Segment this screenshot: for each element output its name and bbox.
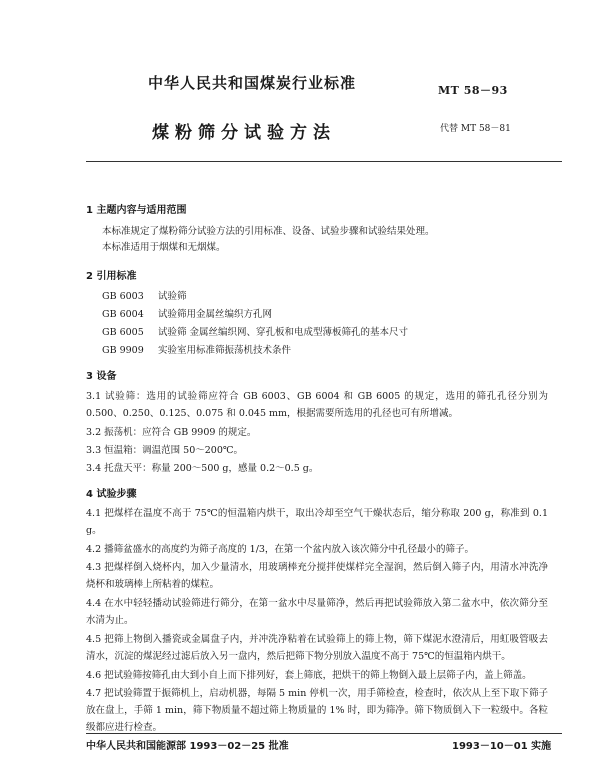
clause-4-6: 4.6 把试验筛按筛孔由大到小自上而下排列好，套上筛底，把烘干的筛上物倒入最上层筛子内，盖上筛盖。 bbox=[86, 670, 532, 681]
reference-code: GB 6004 bbox=[102, 309, 144, 320]
footer-divider bbox=[86, 733, 562, 734]
reference-code: GB 9909 bbox=[102, 345, 144, 356]
effective-date: 1993－10－01 实施 bbox=[452, 741, 552, 752]
clause-4-1: 4.1 把煤样在温度不高于 75℃的恒温箱内烘干，取出冷却至空气干燥状态后，缩分称取 200 g，称准到 0.1 g。 bbox=[86, 508, 548, 536]
reference-title: 实验室用标准筛振荡机技术条件 bbox=[158, 345, 292, 356]
clause-3-4: 3.4 托盘天平：称量 200～500 g，感量 0.2～0.5 g。 bbox=[86, 463, 319, 474]
clause-4-3: 4.3 把煤样倒入烧杯内，加入少量清水，用玻璃棒充分搅拌使煤样完全湿润，然后倒入筛子内，用清水冲洗净烧杯和玻璃棒上所粘着的煤粒。 bbox=[86, 562, 548, 590]
reference-title: 试验筛 bbox=[158, 291, 187, 302]
clause-4-2: 4.2 播筛盆盛水的高度约为筛子高度的 1/3，在第一个盆内放入该次筛分中孔径最小的筛子。 bbox=[86, 544, 474, 555]
clause-4-7: 4.7 把试验筛置于振筛机上，启动机器，每隔 5 min 停机一次，用手筛检查，检查时，依次从上至下取下筛子放在盘上，手筛 1 min，筛下物质量不超过筛上物质量的 1% 时，即为筛净。筛下物质倒入下一粒级中。各粒级都应进行检查。 bbox=[86, 688, 548, 733]
replaces-note: 代替 MT 58－81 bbox=[440, 124, 511, 134]
clause-4-5: 4.5 把筛上物倒入播瓷或金属盘子内，并冲洗净粘着在试验筛上的筛上物，筛下煤泥水澄清后，用虹吸管吸去清水，沉淀的煤泥经过滤后放入另一盘内，然后把筛下物分别放入温度不高于 75℃的恒温箱内烘干。 bbox=[86, 634, 548, 662]
section-1-heading: 1 主题内容与适用范围 bbox=[86, 205, 187, 216]
section-1-paragraph-2: 本标准适用于烟煤和无烟煤。 bbox=[102, 242, 226, 253]
approval-line: 中华人民共和国能源部 1993－02－25 批准 bbox=[86, 741, 289, 752]
reference-item bbox=[102, 306, 272, 320]
reference-code: GB 6005 bbox=[102, 327, 144, 338]
section-4-heading: 4 试验步骤 bbox=[86, 489, 137, 500]
reference-item bbox=[102, 288, 187, 302]
clause-3-3: 3.3 恒温箱：调温范围 50～200℃。 bbox=[86, 445, 243, 456]
reference-title: 试验筛用金属丝编织方孔网 bbox=[158, 309, 273, 320]
header-divider bbox=[86, 161, 562, 162]
standard-code: MT 58－93 bbox=[438, 84, 508, 97]
reference-title: 试验筛 金属丝编织网、穿孔板和电成型薄板筛孔的基本尺寸 bbox=[158, 327, 409, 338]
reference-code: GB 6003 bbox=[102, 291, 144, 302]
clause-3-1: 3.1 试验筛：选用的试验筛应符合 GB 6003、GB 6004 和 GB 6005 的规定，选用的筛孔孔径分别为 0.500、0.250、0.125、0.075 和 0.045 mm，根据需要所选用的孔径也可有所增减。 bbox=[86, 391, 548, 419]
document-title: 煤粉筛分试验方法 bbox=[152, 123, 336, 143]
section-1-paragraph-1: 本标准规定了煤粉筛分试验方法的引用标准、设备、试验步骤和试验结果处理。 bbox=[102, 226, 435, 237]
clause-3-2: 3.2 振荡机：应符合 GB 9909 的规定。 bbox=[86, 427, 257, 438]
section-2-heading: 2 引用标准 bbox=[86, 271, 137, 282]
issuing-authority: 中华人民共和国煤炭行业标准 bbox=[148, 74, 357, 92]
reference-item bbox=[102, 324, 408, 338]
reference-item bbox=[102, 342, 291, 356]
section-3-heading: 3 设备 bbox=[86, 371, 117, 382]
clause-4-4: 4.4 在水中轻轻播动试验筛进行筛分，在第一盆水中尽量筛净，然后再把试验筛放入第二盆水中，依次筛分至水清为止。 bbox=[86, 598, 548, 626]
